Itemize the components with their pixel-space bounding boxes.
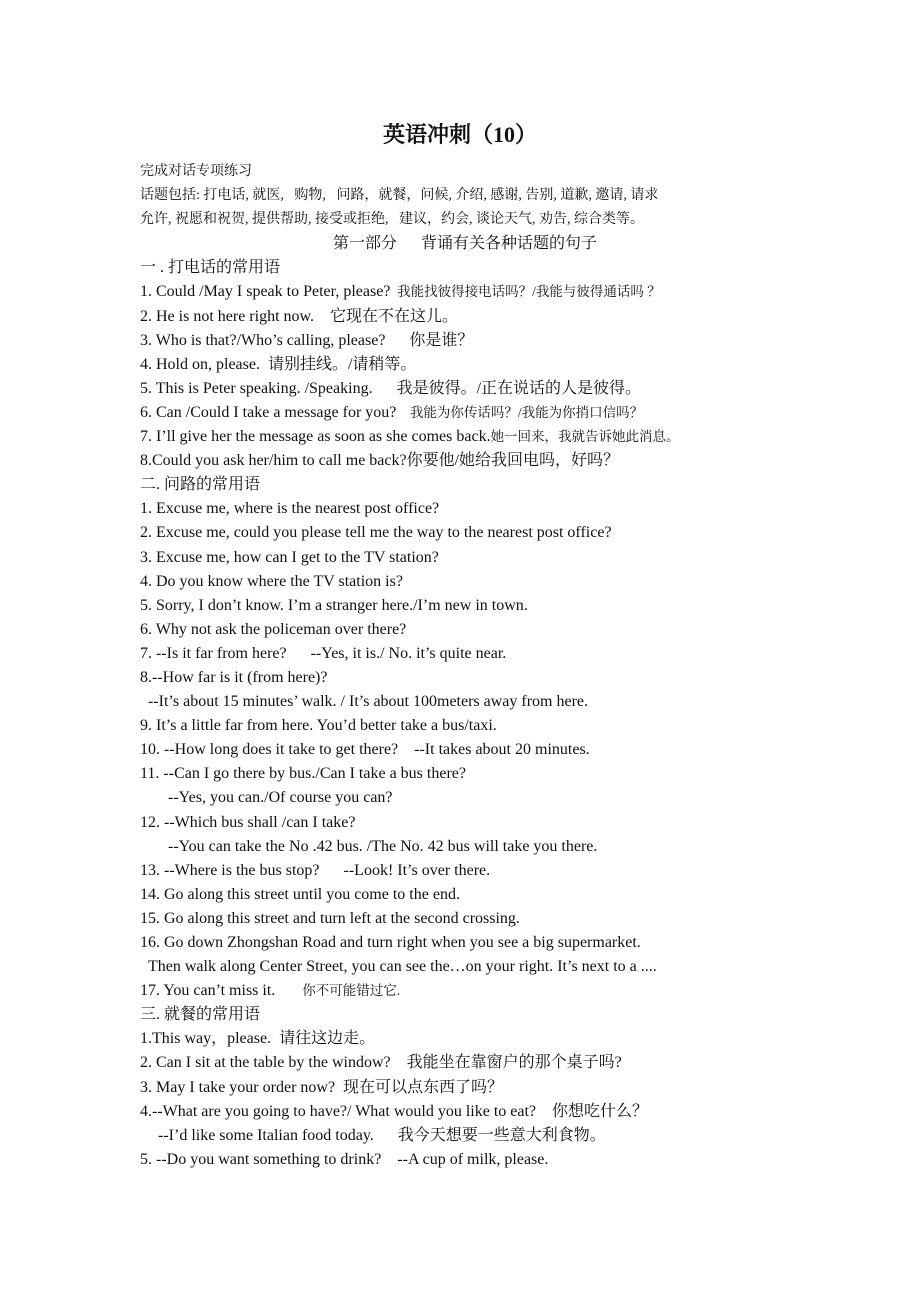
list-item: 16. Go down Zhongshan Road and turn right when you see a big supermarket. [140,934,641,951]
list-item: 17. You can’t miss it. 你不可能错过它. [140,982,401,1000]
list-item: 14. Go along this street until you come to the end. [140,885,460,903]
part-heading: 第一部分 背诵有关各种话题的句子 [332,235,597,253]
list-item: 3. May I take your order now? 现在可以点东西了吗？ [140,1078,504,1096]
list-item: 4. Hold on, please. 请别挂线。/请稍等。 [140,355,417,373]
list-item: 15. Go along this street and turn left at the second crossing. [140,909,520,927]
list-item: 7. --Is it far from here? --Yes, it is./ No. it’s quite near. [140,644,507,662]
list-item: 9. It’s a little far from here. You’d better take a bus/taxi. [140,717,497,735]
intro-text: 完成对话专项练习 [140,164,252,179]
list-item-continued: Then walk along Center Street, you can see the…on your right. It’s next to a .... [148,958,657,976]
list-item: 1. Excuse me, where is the nearest post office? [140,500,440,518]
list-item: 3. Excuse me, how can I get to the TV station? [140,548,439,566]
section-heading-directions: 二. 问路的常用语 [140,476,261,494]
list-item: 12. --Which bus shall /can I take? [140,813,356,831]
list-item: 8.--How far is it (from here)? [140,668,328,686]
list-item-continued: --It’s about 15 minutes’ walk. / It’s about 100meters away from here. [148,693,589,711]
list-item: 6. Can /Could I take a message for you? 我能为你传话吗？/我能为你捎口信吗？ [140,403,644,421]
list-item: 2. He is not here right now. 它现在不在这儿。 [140,307,459,325]
list-item: 5. This is Peter speaking. /Speaking. 我是彼得。/正在说话的人是彼得。 [140,379,642,397]
document-body [140,160,790,1172]
list-item: 3. Who is that?/Who’s calling, please? 你是谁？ [140,331,474,349]
list-item: 2. Excuse me, could you please tell me the way to the nearest post office? [140,524,612,542]
section-heading-dining: 三. 就餐的常用语 [140,1006,261,1024]
list-item: 5. Sorry, I don’t know. I’m a stranger here./I’m new in town. [140,596,528,614]
list-item: 1. Could /May I speak to Peter, please? 我能找彼得接电话吗？/我能与彼得通话吗 ？ [140,283,661,301]
list-item: 4.--What are you going to have?/ What would you like to eat? 你想吃什么？ [140,1102,649,1120]
list-item-continued: --You can take the No .42 bus. /The No. 42 bus will take you there. [168,837,598,855]
list-item-continued: --Yes, you can./Of course you can? [168,789,393,807]
list-item-continued: --I’d like some Italian food today. 我今天想要一些意大利食物。 [158,1126,606,1144]
list-item: 5. --Do you want something to drink? --A cup of milk, please. [140,1150,549,1168]
list-item: 2. Can I sit at the table by the window? 我能坐在靠窗户的那个桌子吗? [140,1054,622,1072]
list-item: 4. Do you know where the TV station is? [140,572,403,590]
list-item: 8.Could you ask her/him to call me back?你要他/她给我回电吗，好吗？ [140,452,620,470]
list-item: 10. --How long does it take to get there? --It takes about 20 minutes. [140,741,590,759]
topics-line-1: 话题包括: 打电话, 就医, 购物, 问路，就餐，问候, 介绍, 感谢, 告别, 道歉, 邀请, 请求 [140,188,659,204]
document-title: 英语冲刺（10） [382,122,537,147]
list-item: 11. --Can I go there by bus./Can I take a bus there? [140,765,466,783]
list-item: 6. Why not ask the policeman over there? [140,620,407,638]
list-item: 7. I’ll give her the message as soon as she comes back.她一回来，我就告诉她此消息。 [140,428,680,446]
list-item: 1.This way，please. 请往这边走。 [140,1030,376,1048]
list-item: 13. --Where is the bus stop? --Look! It’s over there. [140,861,491,879]
section-heading-phone: 一 . 打电话的常用语 [140,259,281,277]
topics-line-2: 允许, 祝愿和祝贺, 提供帮助, 接受或拒绝, 建议，约会, 谈论天气, 劝告, 综合类等。 [140,212,644,228]
